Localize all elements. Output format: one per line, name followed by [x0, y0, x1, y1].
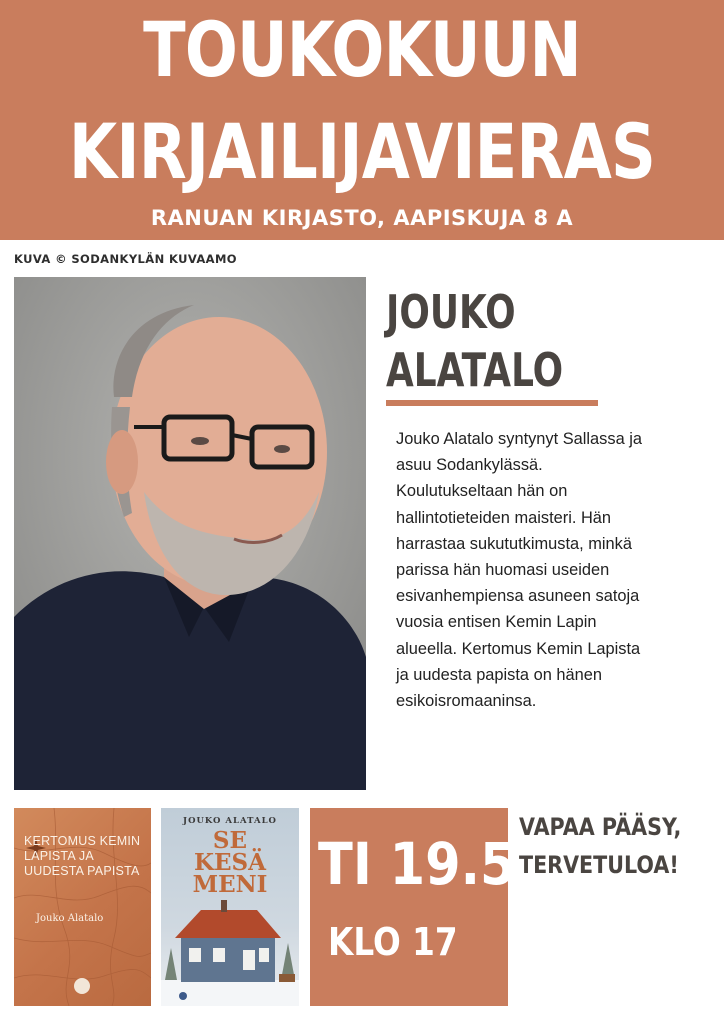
- header-banner: [0, 0, 724, 240]
- portrait-illustration: [14, 277, 366, 790]
- event-time: KLO 17: [328, 920, 458, 964]
- book-cover-se-kesa-meni: [161, 808, 299, 1006]
- book2-author: JOUKO ALATALO: [183, 816, 277, 826]
- book1-title: KERTOMUS KEMIN LAPISTA JA UUDESTA PAPISTA: [24, 834, 141, 878]
- location-subtitle: RANUAN KIRJASTO, AAPISKUJA 8 A: [150, 206, 574, 230]
- book2-title-line: MENI: [192, 871, 268, 898]
- house-illustration: [161, 808, 299, 1006]
- book-cover-kertomus: [14, 808, 151, 1006]
- author-first-name: JOUKO: [386, 285, 516, 339]
- book2-title-line: SE: [212, 827, 248, 854]
- author-bio: Jouko Alatalo syntynyt Sallassa ja asuu Sodankylässä. Koulutukseltaan hän on hallintotieteiden maisteri. Hän harrastaa sukututkimusta, minkä parissa hän huomasi useiden esivanhempiensa asuneen satoja vuosia entisen Kemin Lapin alueella. Kertomus Kemin Lapista ja uudesta papista on hänen esikoisromaaninsa.: [396, 430, 642, 711]
- admission-line-1: VAPAA PÄÄSY,: [519, 813, 682, 841]
- admission-note: [519, 808, 681, 884]
- author-name: [386, 283, 563, 399]
- event-date: TI 19.5.: [318, 830, 535, 898]
- author-last-name: ALATALO: [386, 343, 564, 397]
- event-date-box: [310, 808, 535, 1006]
- book1-author: Jouko Alatalo: [36, 913, 104, 924]
- photo-credit: KUVA © SODANKYLÄN KUVAAMO: [14, 252, 237, 266]
- admission-line-2: TERVETULOA!: [519, 851, 679, 879]
- name-underline: [386, 400, 598, 406]
- title-line-1: TOUKOKUUN: [143, 5, 581, 94]
- title-line-2: KIRJAILIJAVIERAS: [68, 107, 656, 196]
- book2-title-line: KESÄ: [194, 849, 266, 876]
- author-portrait: [14, 277, 366, 790]
